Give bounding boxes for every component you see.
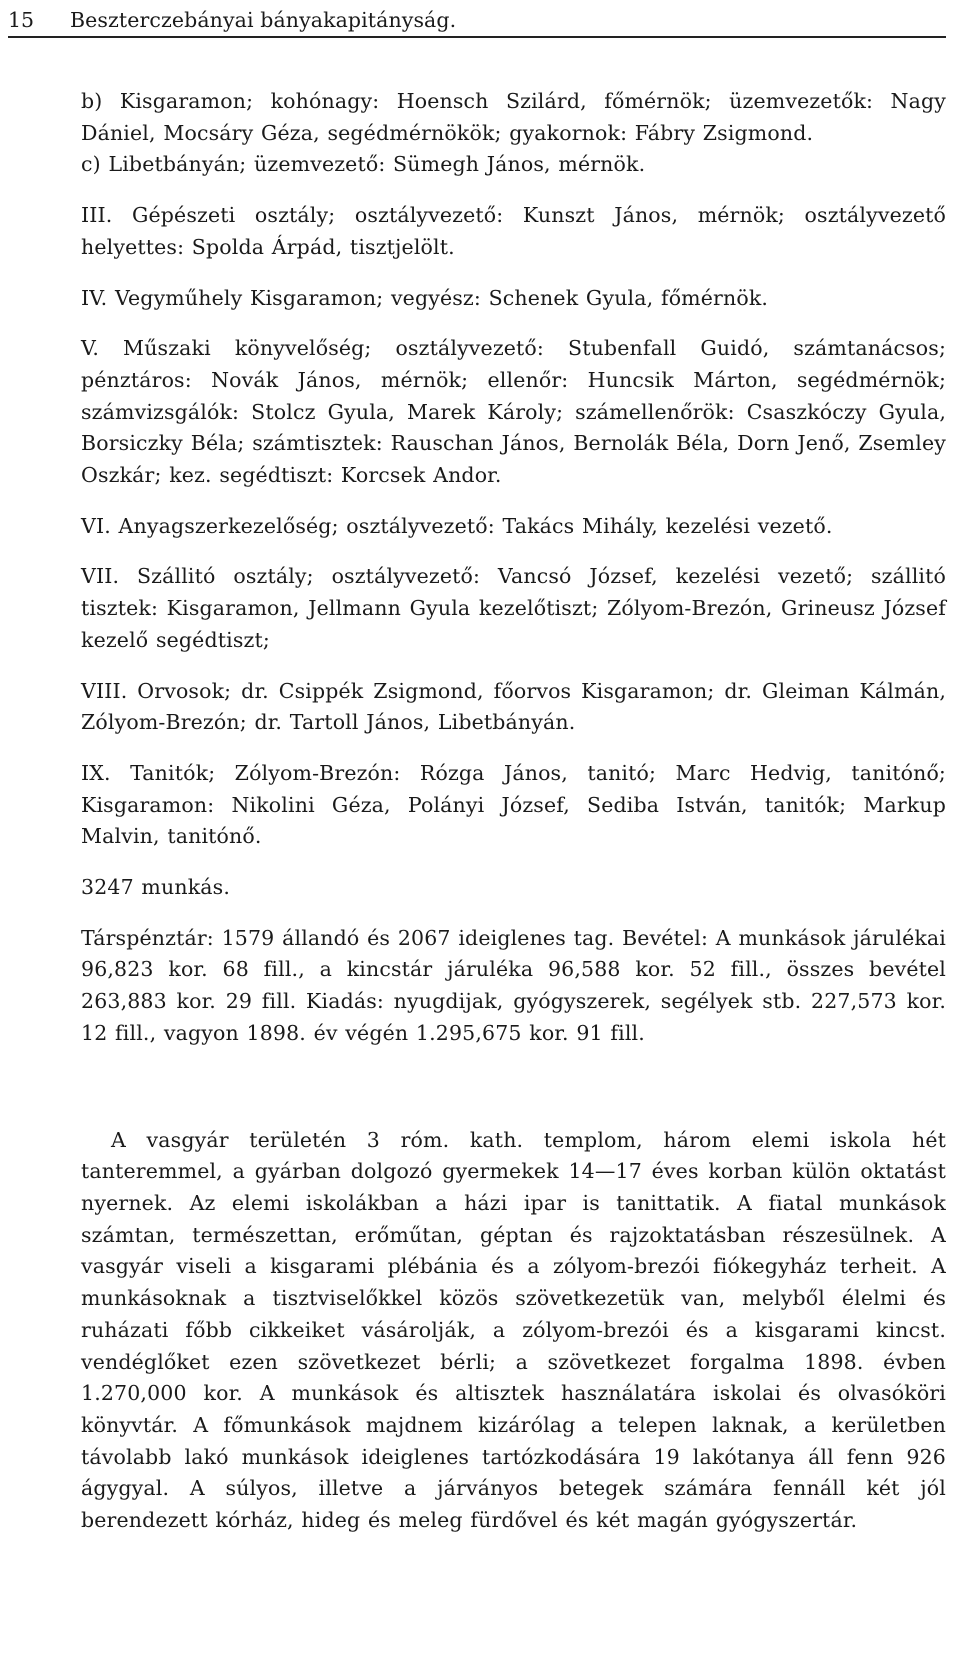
paragraph-transport-department: VII. Szállitó osztály; osztályvezető: Vancsó József, kezelési vezető; szállitó tisztek: Kisgaramon, Jellmann Gyula kezelőtiszt; Zólyom-Brezón, Grineusz József kezelő segédtiszt; (81, 564, 946, 652)
paragraph-worker-count: 3247 munkás. (81, 875, 231, 900)
paragraph-libetbanya-staff: c) Libetbányán; üzemvezető: Sümegh János, mérnök. (81, 152, 646, 177)
page-header (8, 8, 946, 38)
body-text (81, 86, 946, 1537)
paragraph-mutual-fund: Társpénztár: 1579 állandó és 2067 ideiglenes tag. Bevétel: A munkások járulékai 96,823 kor. 68 fill., a kincstár járuléka 96,588 kor. 52 fill., összes bevétel 263,883 kor. 29 fill. Kiadás: nyugdijak, gyógyszerek, segélyek stb. 227,573 kor. 12 fill., vagyon 1898. év végén 1.295,675 kor. 91 fill. (81, 925, 946, 1045)
paragraph-technical-accounting: V. Műszaki könyvelőség; osztályvezető: Stubenfall Guidó, számtanácsos; pénztáros: Novák János, mérnök; ellenőr: Huncsik Márton, segédmérnök; számvizsgálók: Stolcz Gyula, Marek Károly; számellenőrök: Csaszkóczy Gyula, Borsiczky Béla; számtisztek: Rauschan János, Bernolák Béla, Dorn Jenő, Zsemley Oszkár; kez. segédtiszt: Korcsek Andor. (81, 336, 946, 488)
paragraph-materials-management: VI. Anyagszerkezelőség; osztályvezető: Takács Mihály, kezelési vezető. (81, 513, 833, 538)
running-head: Beszterczebányai bányakapitányság. (70, 8, 457, 32)
paragraph-mechanical-department: III. Gépészeti osztály; osztályvezető: Kunszt János, mérnök; osztályvezető helyettes: Spolda Árpád, tisztjelölt. (81, 203, 946, 259)
paragraph-physicians: VIII. Orvosok; dr. Csippék Zsigmond, főorvos Kisgaramon; dr. Gleiman Kálmán, Zólyom-Brezón; dr. Tartoll János, Libetbányán. (81, 678, 946, 735)
paragraph-chemical-workshop: IV. Vegyműhely Kisgaramon; vegyész: Schenek Gyula, főmérnök. (81, 285, 769, 310)
paragraph-kisgaramon-staff: b) Kisgaramon; kohónagy: Hoensch Szilárd, főmérnök; üzemvezetők: Nagy Dániel, Mocsáry Géza, segédmérnökök; gyakornok: Fábry Zsigmond. (81, 89, 946, 145)
paragraph-welfare-institutions: A vasgyár területén 3 róm. kath. templom, három elemi iskola hét tanteremmel, a gyárban dolgozó gyermekek 14—17 éves korban külön oktatást nyernek. Az elemi iskolákban a házi ipar is tanittatik. A fiatal munkások számtan, természettan, erőműtan, géptan és rajzoktatásban részesülnek. A vasgyár viseli a kisgarami plébánia és a zólyom-brezói fiókegyház terheit. A munkásoknak a tisztviselőkkel közös szövetkezetük van, melyből élelmi és ruházati főbb cikkeiket vásárolják, a zólyom-brezói és a kisgarami kincst. vendéglőket ezen szövetkezet bérli; a szövetkezet forgalma 1898. évben 1.270,000 kor. A munkások és altisztek használatára iskolai és olvasóköri könyvtár. A főmunkások majdnem kizárólag a telepen laknak, a kerületben távolabb lakó munkások ideiglenes tartózkodására 19 lakótanya áll fenn 926 ágygyal. A súlyos, illetve a járványos betegek számára fennáll két jól berendezett kórház, hideg és meleg fürdővel és két magán gyógyszertár. (81, 1127, 946, 1533)
page-number: 15 (8, 8, 35, 32)
paragraph-teachers: IX. Tanitók; Zólyom-Brezón: Rózga János, tanitó; Marc Hedvig, tanitónő; Kisgaramon: Nikolini Géza, Polányi József, Sediba István, tanitók; Markup Malvin, tanitónő. (81, 760, 946, 849)
